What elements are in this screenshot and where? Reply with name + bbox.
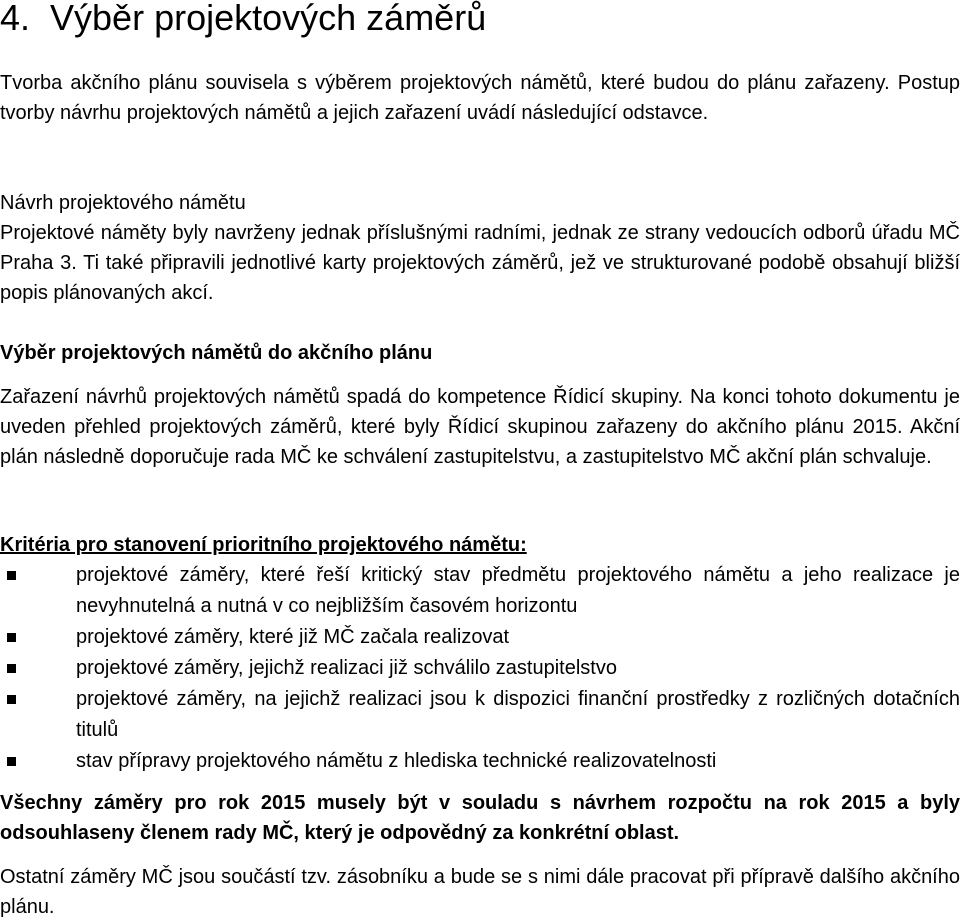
section-title-proposal-text: Návrh projektového námětu [0, 192, 246, 214]
criteria-item [0, 560, 960, 622]
criteria-item [0, 684, 960, 746]
section-title-selection: Výběr projektových námětů do akčního plánu [0, 342, 433, 364]
criteria-item [0, 622, 960, 653]
section-text-proposal: Projektové náměty byly navrženy jednak příslušnými radními, jednak ze strany vedoucích odborů úřadu MČ Praha 3. Ti také připravili jednotlivé karty projektových záměrů, jež ve strukturované podobě obsahují bližší popis plánovaných akcí. [0, 222, 960, 304]
section-title-proposal [0, 188, 960, 218]
criteria-item-text: projektové záměry, které již MČ začala realizovat [76, 626, 510, 648]
criteria-item [0, 746, 960, 777]
square-bullet-icon [7, 664, 16, 673]
criteria-list [0, 560, 960, 777]
square-bullet-icon [7, 757, 16, 766]
closing-paragraph: Ostatní záměry MČ jsou součástí tzv. zásobníku a bude se s nimi dále pracovat při přípravě dalšího akčního plánu. [0, 866, 960, 918]
square-bullet-icon [7, 695, 16, 704]
intro-paragraph: Tvorba akčního plánu souvisela s výběrem projektových námětů, které budou do plánu zařazeny. Postup tvorby návrhu projektových námětů a jejich zařazení uvádí následující odstavce. [0, 72, 960, 124]
criteria-item-text: projektové záměry, jejichž realizaci již schválilo zastupitelstvo [76, 657, 617, 679]
criteria-item [0, 653, 960, 684]
section-text-selection: Zařazení návrhů projektových námětů spadá do kompetence Řídicí skupiny. Na konci tohoto dokumentu je uveden přehled projektových záměrů, které byly Řídicí skupinou zařazeny do akčního plánu 2015. Akční plán následně doporučuje rada MČ ke schválení zastupitelstvu, a zastupitelstvo MČ akční plán schvaluje. [0, 386, 960, 468]
budget-statement: Všechny záměry pro rok 2015 musely být v souladu s návrhem rozpočtu na rok 2015 a byly odsouhlaseny členem rady MČ, který je odpovědný za konkrétní oblast. [0, 792, 960, 844]
criteria-item-text: stav přípravy projektového námětu z hlediska technické realizovatelnosti [76, 750, 717, 772]
chapter-heading: 4. Výběr projektových záměrů [0, 0, 487, 38]
criteria-item-text: projektové záměry, na jejichž realizaci jsou k dispozici finanční prostředky z rozličných dotačních titulů [76, 688, 960, 741]
criteria-title: Kritéria pro stanovení prioritního projektového námětu: [0, 534, 527, 556]
square-bullet-icon [7, 633, 16, 642]
criteria-item-text: projektové záměry, které řeší kritický stav předmětu projektového námětu a jeho realizace je nevyhnutelná a nutná v co nejbližším časovém horizontu [76, 564, 960, 617]
square-bullet-icon [7, 571, 16, 580]
